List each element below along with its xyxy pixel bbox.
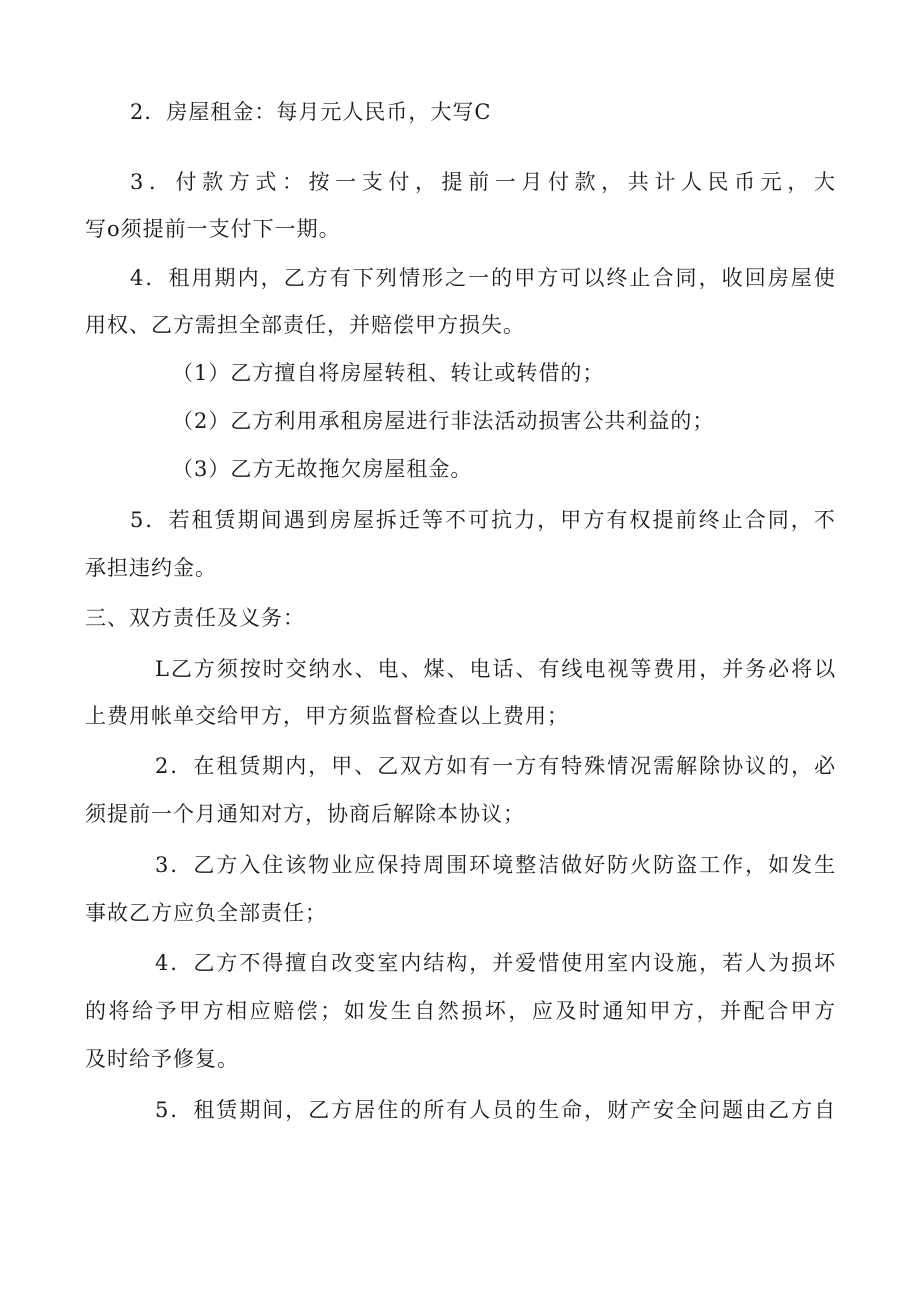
duty-4-line-2: 的将给予甲方相应赔偿；如发生自然损坏，应及时通知甲方，并配合甲方 [85, 999, 838, 1023]
payment-clause-line-1: 3．付款方式：按一支付，提前一月付款，共计人民币元，大 [130, 170, 841, 194]
duty-3-line-1: 3．乙方入住该物业应保持周围环境整洁做好防火防盗工作，如发生 [155, 853, 838, 877]
termination-clause-line-1: 4．租用期内，乙方有下列情形之一的甲方可以终止合同，收回房屋使 [130, 266, 837, 290]
duty-3-line-2: 事故乙方应负全部责任； [85, 901, 327, 925]
duty-2-line-1: 2．在租赁期内，甲、乙双方如有一方有特殊情况需解除协议的，必 [155, 754, 838, 778]
duty-1-line-2: 上费用帐单交给甲方，甲方须监督检查以上费用； [85, 704, 569, 728]
termination-item-3: （3）乙方无故拖欠房屋租金。 [172, 457, 473, 481]
duty-4-line-3: 及时给予修复。 [85, 1047, 239, 1071]
duty-5-line-1: 5．租赁期间，乙方居住的所有人员的生命，财产安全问题由乙方自 [155, 1098, 838, 1122]
termination-item-1: （1）乙方擅自将房屋转租、转让或转借的； [172, 361, 605, 385]
force-majeure-line-1: 5．若租赁期间遇到房屋拆迁等不可抗力，甲方有权提前终止合同，不 [130, 508, 837, 532]
section-heading: 三、双方责任及义务： [85, 606, 305, 630]
duty-4-line-1: 4．乙方不得擅自改变室内结构，并爱惜使用室内设施，若人为损坏 [155, 951, 838, 975]
termination-clause-line-2: 用权、乙方需担全部责任，并赔偿甲方损失。 [85, 313, 525, 337]
force-majeure-line-2: 承担违约金。 [85, 556, 217, 580]
termination-item-2: （2）乙方利用承租房屋进行非法活动损害公共利益的； [172, 409, 715, 433]
rent-clause-line: 2．房屋租金：每月元人民币，大写C [130, 100, 492, 124]
payment-clause-line-2: 写o须提前一支付下一期。 [85, 217, 341, 241]
duty-2-line-2: 须提前一个月通知对方，协商后解除本协议； [85, 802, 525, 826]
duty-1-line-1: L乙方须按时交纳水、电、煤、电话、有线电视等费用，并务必将以 [155, 657, 838, 681]
